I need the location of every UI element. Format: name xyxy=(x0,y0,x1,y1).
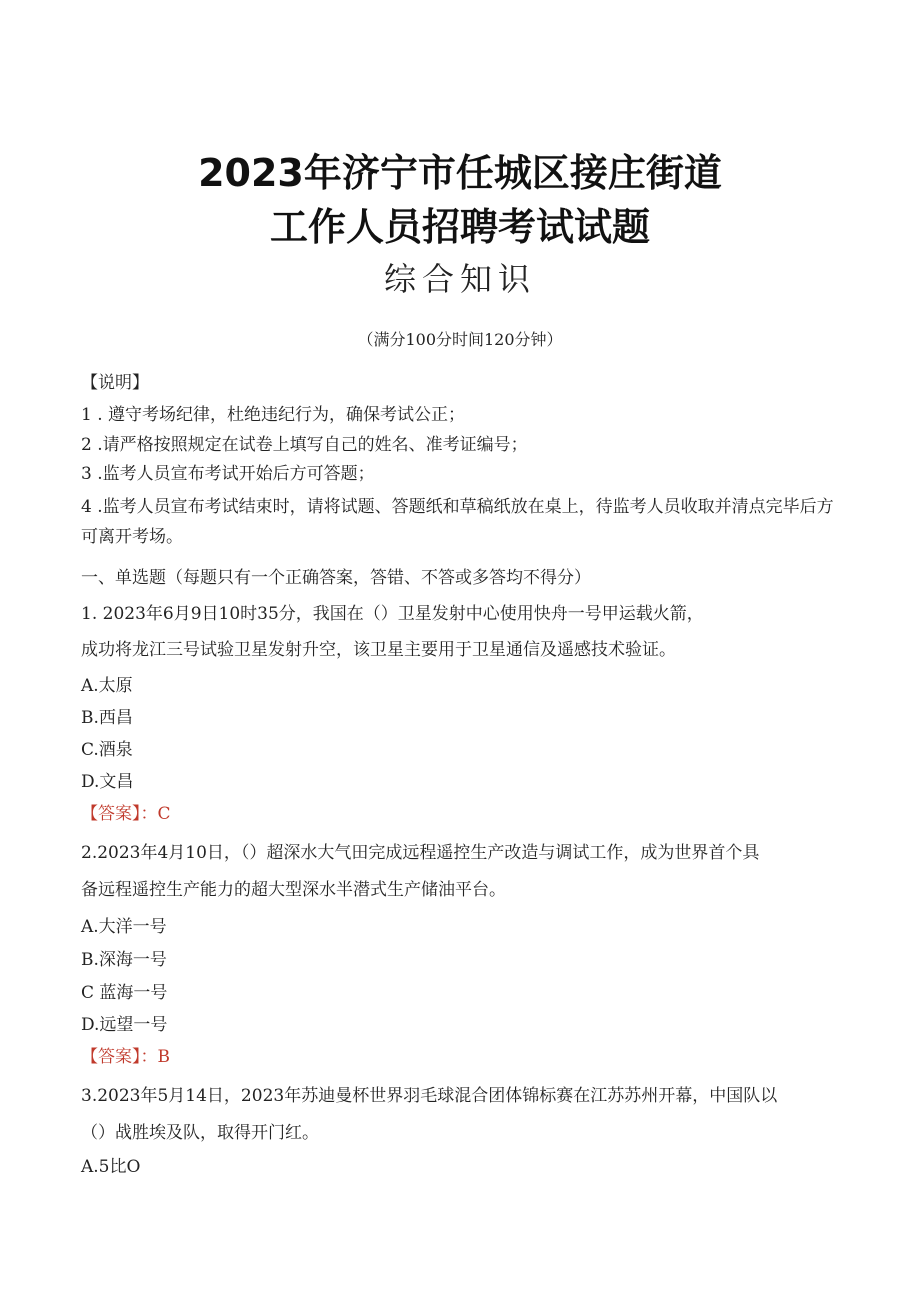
question-2-option-a: A.大洋一号 xyxy=(81,917,167,937)
question-3-text-cont: （）战胜埃及队，取得开门红。 xyxy=(81,1123,319,1143)
question-2-text-cont: 备远程遥控生产能力的超大型深水半潜式生产储油平台。 xyxy=(81,880,506,900)
question-2-text: 2.2023年4月10日，（）超深水大气田完成远程遥控生产改造与调试工作，成为世界首个具 xyxy=(81,843,760,863)
question-1-option-a: A.太原 xyxy=(81,676,133,696)
question-1-text: 1. 2023年6月9日10时35分，我国在（）卫星发射中心使用快舟一号甲运载火箭， xyxy=(81,604,704,624)
rule-item: 4 .监考人员宣布考试结束时，请将试题、答题纸和草稿纸放在桌上，待监考人员收取并清点完毕后方可离开考场。 xyxy=(81,497,834,547)
question-2-answer: 【答案】：B xyxy=(81,1047,170,1067)
exam-subtitle: 综合知识 xyxy=(383,260,536,298)
question-1-option-d: D.文昌 xyxy=(81,772,134,792)
section-title: 一、单选题（每题只有一个正确答案，答错、不答或多答均不得分） xyxy=(81,568,591,588)
question-2-option-d: D.远望一号 xyxy=(81,1015,168,1035)
rule-item: 2 .请严格按照规定在试卷上填写自己的姓名、准考证编号； xyxy=(81,435,528,455)
question-1-text-cont: 成功将龙江三号试验卫星发射升空，该卫星主要用于卫星通信及遥感技术验证。 xyxy=(81,640,676,660)
exam-title-line1: 2023年济宁市任城区接庄街道 xyxy=(198,151,722,195)
rules-heading: 【说明】 xyxy=(81,373,149,393)
question-3-text: 3.2023年5月14日，2023年苏迪曼杯世界羽毛球混合团体锦标赛在江苏苏州开幕，中国队以 xyxy=(81,1086,778,1106)
question-3-option-a: A.5比O xyxy=(81,1157,141,1177)
rule-item: 3 .监考人员宣布考试开始后方可答题； xyxy=(81,464,375,484)
question-2-option-c: C 蓝海一号 xyxy=(81,983,168,1003)
exam-title-line2: 工作人员招聘考试试题 xyxy=(269,205,650,249)
question-1-option-b: B.西昌 xyxy=(81,708,133,728)
question-1-option-c: C.酒泉 xyxy=(81,740,133,760)
question-1-answer: 【答案】：C xyxy=(81,804,171,824)
score-time-note: （满分100分时间120分钟） xyxy=(357,330,563,349)
question-2-option-b: B.深海一号 xyxy=(81,950,167,970)
rule-item: 1 . 遵守考场纪律，杜绝违纪行为，确保考试公正； xyxy=(81,405,466,425)
